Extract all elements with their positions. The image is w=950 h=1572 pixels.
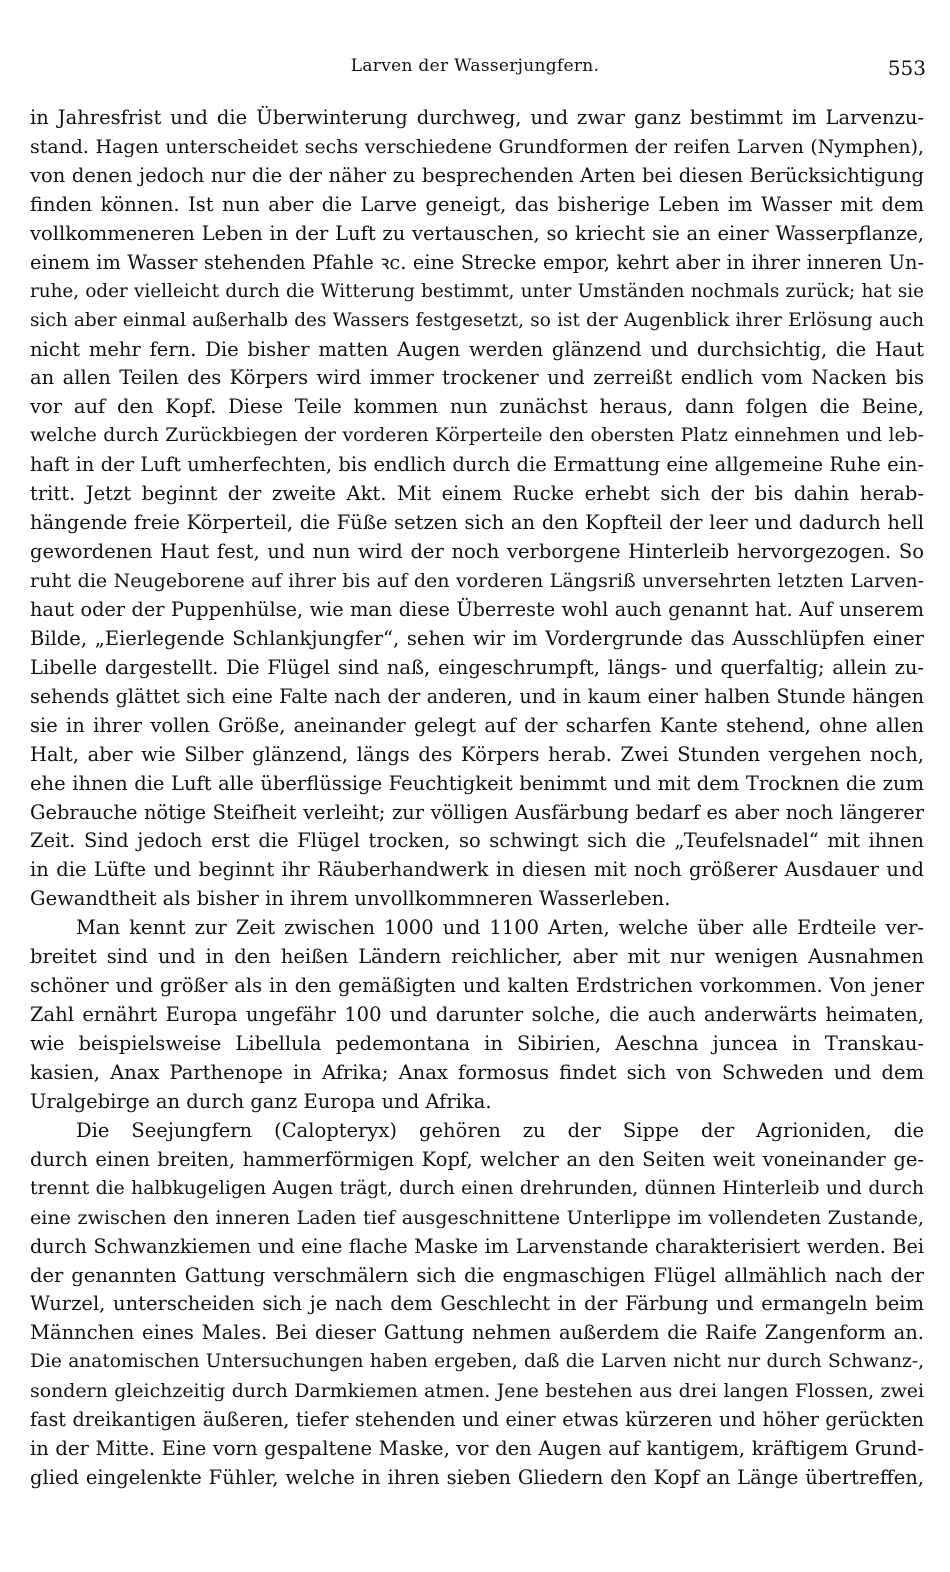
text-line: sondern gleichzeitig durch Darmkiemen atmen. Jene bestehen aus drei langen Flossen, zwei — [30, 1380, 924, 1403]
text-line: vor auf den Kopf. Diese Teile kommen nun zunächst heraus, dann folgen die Beine, — [30, 395, 924, 419]
text-line: durch Schwanzkiemen und eine flache Maske im Larvenstande charakterisiert werden. Bei — [30, 1234, 924, 1258]
text-line: fast dreikantigen äußeren, tiefer stehenden und einer etwas kürzeren und höher gerückten — [30, 1408, 924, 1432]
text-line: Die Seejungfern (Calopteryx) gehören zu der Sippe der Agrioniden, die — [76, 1118, 924, 1142]
text-line: Die anatomischen Untersuchungen haben ergeben, daß die Larven nicht nur durch Schwanz-, — [30, 1351, 924, 1373]
text-line: Gewandtheit als bisher in ihrem unvollkommneren Wasserleben. — [30, 887, 671, 911]
text-line: kasien, Anax Parthenope in Afrika; Anax formosus findet sich von Schweden und dem — [30, 1060, 924, 1084]
text-line: hängende freie Körperteil, die Füße setzen sich an den Kopfteil der leer und dadurch hell — [30, 511, 924, 535]
text-line: eine zwischen den inneren Laden tief ausgeschnittene Unterlippe im vollendeten Zustande, — [30, 1205, 924, 1229]
text-line: in Jahresfrist und die Überwinterung durchweg, und zwar ganz bestimmt im Larvenzu- — [30, 106, 924, 129]
text-line: finden können. Ist nun aber die Larve geneigt, das bisherige Leben im Wasser mit dem — [30, 192, 924, 216]
text-line: trennt die halbkugeligen Augen trägt, durch einen drehrunden, dünnen Hinterleib und durch — [30, 1177, 924, 1199]
text-line: Bilde, „Eierlegende Schlankjungfer“, sehen wir im Vordergrunde das Ausschlüpfen einer — [30, 626, 924, 650]
text-line: Männchen eines Males. Bei dieser Gattung nehmen außerdem die Raife Zangenform an. — [30, 1321, 924, 1345]
text-line: schöner und größer als in den gemäßigten und kalten Erdstrichen vorkommen. Von jener — [30, 974, 924, 998]
text-line: glied eingelenkte Fühler, welche in ihren sieben Gliedern den Kopf an Länge übertreffen, — [30, 1466, 924, 1490]
text-line: Gebrauche nötige Steifheit verleiht; zur völligen Ausfärbung bedarf es aber noch längerer — [30, 800, 924, 824]
text-line: durch einen breiten, hammerförmigen Kopf, welcher an den Seiten weit voneinander ge- — [30, 1147, 924, 1171]
text-line: ehe ihnen die Luft alle überflüssige Feuchtigkeit benimmt und mit dem Trocknen die zum — [30, 771, 924, 795]
text-line: der genannten Gattung verschmälern sich die engmaschigen Flügel allmählich nach der — [30, 1263, 924, 1287]
text-line: breitet sind und in den heißen Ländern reichlicher, aber mit nur wenigen Ausnahmen — [30, 945, 924, 969]
text-line: ruhe, oder vielleicht durch die Witterung bestimmt, unter Umständen nochmals zurück; hat sie — [30, 280, 924, 302]
text-line: Halt, aber wie Silber glänzend, längs des Körpers herab. Zwei Stunden vergehen noch, — [30, 742, 924, 766]
text-line: welche durch Zurückbiegen der vorderen Körperteile den obersten Platz einnehmen und leb- — [30, 425, 924, 447]
text-line: wie beispielsweise Libellula pedemontana in Sibirien, Aeschna juncea in Transkau- — [30, 1032, 924, 1055]
text-line: sich aber einmal außerhalb des Wassers festgesetzt, so ist der Augenblick ihrer Erlösung auch — [30, 309, 924, 331]
text-line: Libelle dargestellt. Die Flügel sind naß, eingeschrumpft, längs- und querfaltig; allein zu- — [30, 655, 924, 679]
text-line: haft in der Luft umherfechten, bis endlich durch die Ermattung eine allgemeine Ruhe ein- — [30, 453, 924, 477]
text-line: ruht die Neugeborene auf ihrer bis auf den vorderen Längsriß unversehrten letzten Larven- — [30, 570, 924, 592]
text-line: in die Lüfte und beginnt ihr Räuberhandwerk in diesen mit noch größerer Ausdauer und — [30, 858, 924, 882]
text-line: tritt. Jetzt beginnt der zweite Akt. Mit einem Rucke erhebt sich der bis dahin herab- — [30, 482, 924, 506]
running-header — [0, 56, 950, 86]
text-line: an allen Teilen des Körpers wird immer trockener und zerreißt endlich vom Nacken bis — [30, 366, 924, 390]
text-line: Uralgebirge an durch ganz Europa und Afrika. — [30, 1089, 492, 1113]
text-line: nicht mehr fern. Die bisher matten Augen werden glänzend und durchsichtig, die Haut — [30, 337, 924, 361]
text-line: sehends glättet sich eine Falte nach der anderen, und in kaum einer halben Stunde hängen — [30, 684, 924, 708]
text-line: stand. Hagen unterscheidet sechs verschiedene Grundformen der reifen Larven (Nymphen), — [30, 135, 924, 158]
text-line: haut oder der Puppenhülse, wie man diese Überreste wohl auch genannt hat. Auf unserem — [30, 597, 924, 621]
page-number: 553 — [887, 56, 926, 80]
running-title: Larven der Wasserjungfern. — [350, 56, 600, 76]
body-text — [30, 104, 924, 1493]
text-line: Zahl ernährt Europa ungefähr 100 und darunter solche, die auch anderwärts heimaten, — [30, 1003, 924, 1027]
text-line: in der Mitte. Eine vorn gespaltene Maske, vor den Augen auf kantigem, kräftigem Grund- — [30, 1437, 924, 1461]
text-line: vollkommeneren Leben in der Luft zu vertauschen, so kriecht sie an einer Wasserpflanze, — [30, 221, 924, 245]
text-line: einem im Wasser stehenden Pfahle ꝛc. eine Strecke empor, kehrt aber in ihrer inneren Un- — [30, 250, 924, 274]
text-line: sie in ihrer vollen Größe, aneinander gelegt auf der scharfen Kante stehend, ohne allen — [30, 713, 924, 737]
text-line: Zeit. Sind jedoch erst die Flügel trocken, so schwingt sich die „Teufelsnadel“ mit ihnen — [30, 829, 924, 853]
text-line: von denen jedoch nur die der näher zu besprechenden Arten bei diesen Berücksichtigung — [30, 163, 924, 187]
text-line: Wurzel, unterscheiden sich je nach dem Geschlecht in der Färbung und ermangeln beim — [30, 1292, 924, 1316]
text-line: gewordenen Haut fest, und nun wird der noch verborgene Hinterleib hervorgezogen. So — [30, 540, 924, 564]
text-line: Man kennt zur Zeit zwischen 1000 und 1100 Arten, welche über alle Erdteile ver- — [76, 916, 924, 940]
